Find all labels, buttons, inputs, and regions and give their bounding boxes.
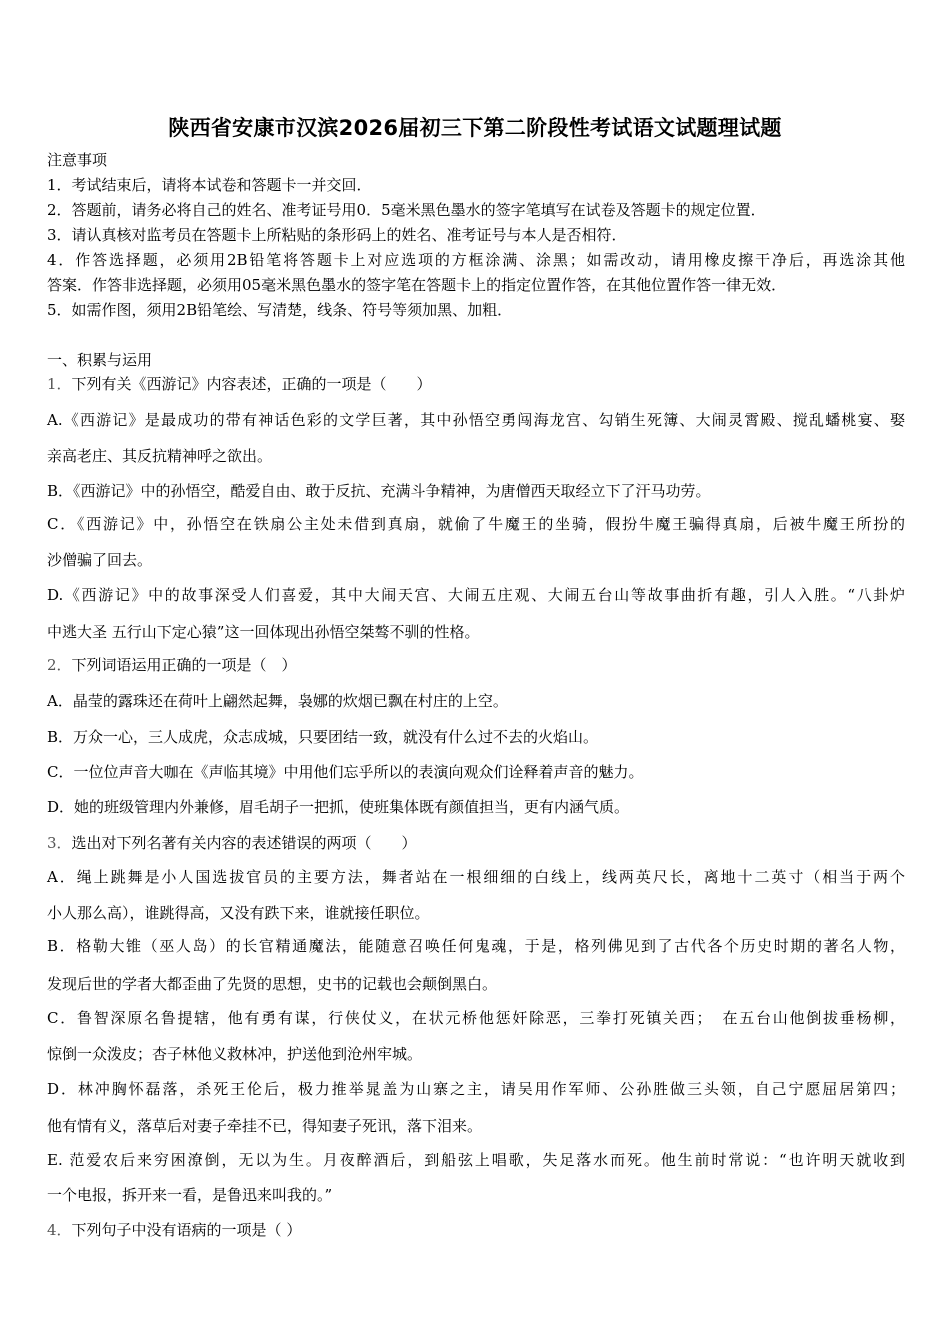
notice-line: 答案．作答非选择题，必须用05毫米黑色墨水的签字笔在答题卡上的指定位置作答，在其他位置作答一律无效． <box>47 276 787 294</box>
option-line: 沙僧骗了回去。 <box>47 551 153 569</box>
notice-line: 1．考试结束后，请将本试卷和答题卡一并交回． <box>47 176 372 194</box>
section-heading: 一、积累与运用 <box>47 351 153 369</box>
option-line: 小人那么高），谁跳得高，又没有跌下来，谁就接任职位。 <box>47 904 430 922</box>
option-line: D．她的班级管理内外兼修，眉毛胡子一把抓，使班集体既有颜值担当，更有内涵气质。 <box>47 798 630 816</box>
option-line: 发现后世的学者大都歪曲了先贤的思想，史书的记载也会颠倒黑白。 <box>47 975 498 993</box>
option-line: D.《西游记》中的故事深受人们喜爱，其中大闹天宫、大闹五庄观、大闹五台山等故事曲折有趣，引人入胜。“八卦炉 <box>47 586 905 604</box>
question-text: 下列有关《西游记》内容表述，正确的一项是（ ） <box>71 375 432 393</box>
question-text: 选出对下列名著有关内容的表述错误的两项（ ） <box>71 834 417 852</box>
question-number: 2． <box>47 656 72 674</box>
question-text: 下列句子中没有语病的一项是（ ） <box>71 1221 302 1239</box>
question-text: 下列词语运用正确的一项是（ ） <box>71 656 297 674</box>
option-line: B．万众一心，三人成虎，众志成城，只要团结一致，就没有什么过不去的火焰山。 <box>47 728 599 746</box>
option-line: D．林冲胸怀磊落，杀死王伦后，极力推举晁盖为山寨之主，请吴用作军师、公孙胜做三头领，自己宁愿屈居第四； <box>47 1080 905 1098</box>
option-line: E. 范爱农后来穷困潦倒，无以为生。月夜醉酒后，到船弦上唱歌，失足落水而死。他生前时常说：“也许明天就收到 <box>47 1151 905 1169</box>
notice-line: 2．答题前，请务必将自己的姓名、准考证号用0．5毫米黑色墨水的签字笔填写在试卷及答题卡的规定位置． <box>47 201 766 219</box>
option-line: C．《西游记》中，孙悟空在铁扇公主处未借到真扇，就偷了牛魔王的坐骑，假扮牛魔王骗得真扇，后被牛魔王所扮的 <box>47 515 905 533</box>
question-2-stem <box>47 655 297 675</box>
option-line: C．鲁智深原名鲁提辖，他有勇有谋，行侠仗义，在状元桥他惩奸除恶，三拳打死镇关西； 在五台山他倒拔垂杨柳， <box>47 1009 905 1027</box>
option-line: A.《西游记》是最成功的带有神话色彩的文学巨著，其中孙悟空勇闯海龙宫、勾销生死簿、大闹灵霄殿、搅乱蟠桃宴、娶 <box>47 411 905 429</box>
question-number: 3． <box>47 834 72 852</box>
question-3-stem <box>47 833 417 853</box>
notice-line: 5．如需作图，须用2B铅笔绘、写清楚，线条、符号等须加黑、加粗． <box>47 301 513 319</box>
option-line: A．晶莹的露珠还在荷叶上翩然起舞，袅娜的炊烟已飘在村庄的上空。 <box>47 692 508 710</box>
option-line: B．格勒大锥（巫人岛）的长官精通魔法，能随意召唤任何鬼魂，于是，格列佛见到了古代各个历史时期的著名人物， <box>47 937 905 955</box>
page-title: 陕西省安康市汉滨2026届初三下第二阶段性考试语文试题理试题 <box>168 116 782 140</box>
option-line: A．绳上跳舞是小人国选拔官员的主要方法，舞者站在一根细细的白线上，线两英尺长，离地十二英寸（相当于两个 <box>47 868 905 886</box>
option-line: C．一位位声音大咖在《声临其境》中用他们忘乎所以的表演向观众们诠释着声音的魅力。 <box>47 763 644 781</box>
question-1-stem <box>47 374 432 394</box>
option-line: 中逃大圣 五行山下定心猿”这一回体现出孙悟空桀骜不驯的性格。 <box>47 623 480 641</box>
option-line: B．《西游记》中的孙悟空，酷爱自由、敢于反抗、充满斗争精神，为唐僧西天取经立下了汗马功劳。 <box>47 482 711 500</box>
option-line: 惊倒一众泼皮；杏子林他义救林冲，护送他到沧州牢城。 <box>47 1045 423 1063</box>
question-number: 1． <box>47 375 72 393</box>
question-number: 4． <box>47 1221 72 1239</box>
option-line: 亲高老庄、其反抗精神呼之欲出。 <box>47 447 273 465</box>
option-line: 他有情有义，落草后对妻子牵挂不已，得知妻子死讯，落下泪来。 <box>47 1117 483 1135</box>
option-line: 一个电报，拆开来一看，是鲁迅来叫我的。” <box>47 1186 333 1204</box>
notice-line: 3．请认真核对监考员在答题卡上所粘贴的条形码上的姓名、准考证号与本人是否相符． <box>47 226 627 244</box>
notice-heading: 注意事项 <box>47 151 108 169</box>
question-4-stem <box>47 1220 301 1240</box>
notice-line: 4．作答选择题，必须用2B铅笔将答题卡上对应选项的方框涂满、涂黑；如需改动，请用橡皮擦干净后，再选涂其他 <box>47 251 905 269</box>
